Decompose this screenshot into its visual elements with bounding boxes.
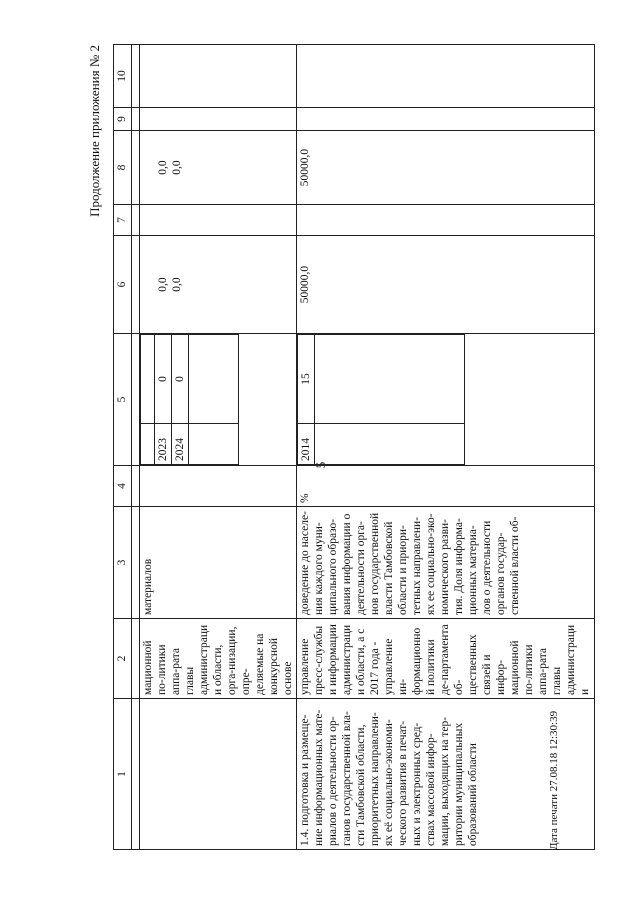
- col-header-9: 9: [114, 108, 132, 131]
- row-b-col6: 50000,0: [297, 236, 594, 334]
- row-b-description: доведение до населе-ния каждого муни-ципального образо-вания информации о деятельности орга-нов государственной власти Тамбовской области и приори-тетных направлени-ях ее социально-эко-номического разви-тия. Доля информа-ционных материа-лов о деятельности органов государ-ственной власти об-: [297, 507, 594, 619]
- row-b-col9: [297, 108, 594, 131]
- header-gap: [132, 45, 140, 850]
- row-a-col9: [140, 108, 297, 131]
- row-b-col7: [297, 205, 594, 236]
- row-a-col7: [140, 205, 297, 236]
- row-b-col8: 50000,0: [297, 131, 594, 205]
- appendix-note: Продолжение приложения № 2: [87, 45, 102, 217]
- col-header-6: 6: [114, 236, 132, 334]
- row-a-col8: [140, 131, 297, 205]
- col-header-5: 5: [114, 334, 132, 466]
- row-a-col10: [140, 45, 297, 108]
- print-date: Дата печати 27.08.18 12:30:39: [548, 710, 560, 850]
- col-header-2: 2: [114, 619, 132, 699]
- year-label: 2024: [172, 424, 189, 465]
- appendix-table: [113, 44, 595, 850]
- col-header-1: 1: [114, 699, 132, 850]
- row-b-unit: %: [297, 466, 594, 507]
- row-a-description: материалов: [140, 507, 297, 619]
- table-row: [140, 45, 297, 850]
- row-b-years: [297, 334, 465, 465]
- col-header-4: 4: [114, 466, 132, 507]
- row-a-col1: [140, 699, 297, 850]
- col-header-3: 3: [114, 507, 132, 619]
- row-b-col10: [297, 45, 594, 108]
- year-value: 0: [172, 335, 189, 424]
- row-a-col6-2024: 0,0: [171, 277, 184, 292]
- col-header-10: 10: [114, 45, 132, 108]
- row-a-col8-2024: 0,0: [171, 160, 184, 175]
- row-b-measure: 1.4. подготовка и размеще-ние информационных мате-риалов о деятельности ор-ганов государственной вла-сти Тамбовской области, приоритетных направлени-ях её социально-экономи-ческого развития в печат-ных и электронных сред-ствах массовой инфор-мации, выходящих на тер-ритории муниципальных образований области: [297, 699, 594, 850]
- year-value: 15: [298, 335, 315, 424]
- row-a-col6: [140, 236, 297, 334]
- year-value: 0: [155, 335, 172, 424]
- row-b-years-cell: [297, 334, 594, 466]
- col-header-7: 7: [114, 205, 132, 236]
- row-b-executor: управление пресс-службы и информации администрации области, а с 2017 года - управление ин-формационной политики де-партамента об-щественных связей и инфор-мационной по-литики аппа-рата главы администрации: [297, 619, 594, 699]
- header-row: [114, 45, 132, 850]
- col-header-8: 8: [114, 131, 132, 205]
- row-a-executor: мационной по-литики аппа-рата главы администрации области, орга-низации, опре-деляемые на конкурсной основе: [140, 619, 297, 699]
- year-label: 2014: [298, 424, 315, 465]
- year-row: [155, 335, 172, 465]
- row-a-years-cell: [140, 334, 297, 466]
- row-a-unit: [140, 466, 297, 507]
- year-row: [298, 335, 315, 465]
- year-label: 2023: [155, 424, 172, 465]
- year-row: [172, 335, 189, 465]
- row-a-years: [140, 334, 239, 465]
- page-number: 5: [313, 461, 328, 469]
- row-a-col6-2023: 0,0: [157, 277, 169, 292]
- rotated-sheet: [87, 45, 592, 850]
- row-a-col8-2023: 0,0: [157, 160, 169, 175]
